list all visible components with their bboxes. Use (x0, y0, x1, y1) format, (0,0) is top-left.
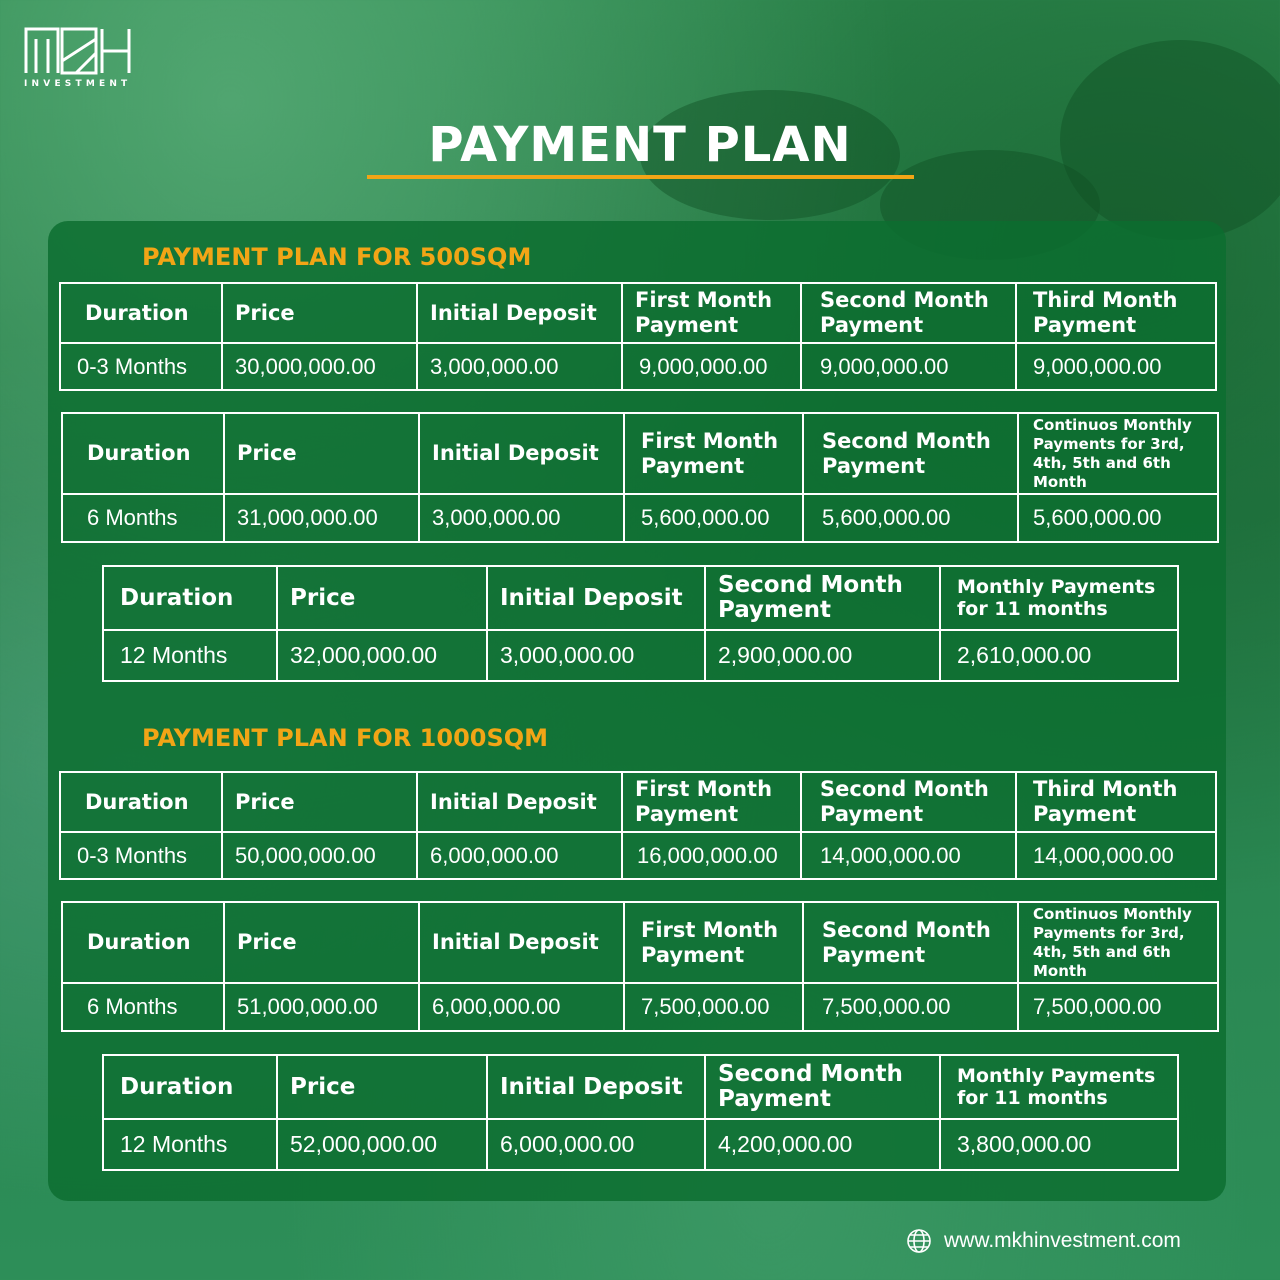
plan-table-1000-0-3-months (59, 771, 1217, 880)
header-cell: Price (224, 902, 419, 983)
logo-mark (24, 27, 134, 75)
table-cell: 50,000,000.00 (222, 832, 417, 879)
table-cell: 9,000,000.00 (1016, 343, 1216, 390)
section-title-1000sqm: PAYMENT PLAN FOR 1000SQM (142, 724, 549, 752)
table-cell: 32,000,000.00 (277, 630, 487, 681)
table-cell: 3,000,000.00 (417, 343, 622, 390)
logo-mark-icon (24, 27, 132, 75)
table-cell: 7,500,000.00 (624, 983, 803, 1031)
table-cell: 2,610,000.00 (940, 630, 1178, 681)
header-cell: First Month Payment (624, 413, 803, 494)
header-cell: Continuos Monthly Payments for 3rd, 4th, 5th and 6th Month (1018, 413, 1218, 494)
header-cell: Initial Deposit (419, 902, 624, 983)
table-cell: 3,000,000.00 (419, 494, 624, 542)
plan-table-500-12-months (102, 565, 1179, 682)
header-cell: Duration (60, 772, 222, 832)
header-cell: First Month Payment (622, 772, 801, 832)
table-cell: 4,200,000.00 (705, 1119, 940, 1170)
table-cell: 6,000,000.00 (487, 1119, 705, 1170)
header-cell: Third Month Payment (1016, 283, 1216, 343)
table-cell: 7,500,000.00 (1018, 983, 1218, 1031)
table-cell: 31,000,000.00 (224, 494, 419, 542)
table-cell: 6,000,000.00 (417, 832, 622, 879)
table-cell: 12 Months (103, 1119, 277, 1170)
header-cell: Initial Deposit (417, 283, 622, 343)
header-cell: Price (222, 772, 417, 832)
table-cell: 14,000,000.00 (801, 832, 1016, 879)
page-title: PAYMENT PLAN (428, 117, 852, 173)
table-cell: 12 Months (103, 630, 277, 681)
header-cell: Monthly Payments for 11 months (940, 566, 1178, 630)
header-cell: Duration (62, 902, 224, 983)
table-cell: 7,500,000.00 (803, 983, 1018, 1031)
table-cell: 3,800,000.00 (940, 1119, 1178, 1170)
table-cell: 6 Months (62, 494, 224, 542)
header-cell: Price (222, 283, 417, 343)
table-cell: 9,000,000.00 (622, 343, 801, 390)
table-cell: 9,000,000.00 (801, 343, 1016, 390)
header-cell: Continuos Monthly Payments for 3rd, 4th, 5th and 6th Month (1018, 902, 1218, 983)
header-cell: First Month Payment (622, 283, 801, 343)
header-cell: Second Month Payment (801, 772, 1016, 832)
brand-logo (24, 27, 134, 89)
plan-table-1000-6-months (61, 901, 1219, 1032)
section-title-500sqm: PAYMENT PLAN FOR 500SQM (142, 243, 532, 271)
header-cell: Initial Deposit (417, 772, 622, 832)
header-cell: Price (224, 413, 419, 494)
title-underline (367, 175, 914, 179)
table-cell: 14,000,000.00 (1016, 832, 1216, 879)
header-cell: Third Month Payment (1016, 772, 1216, 832)
table-cell: 3,000,000.00 (487, 630, 705, 681)
table-cell: 6,000,000.00 (419, 983, 624, 1031)
table-cell: 6 Months (62, 983, 224, 1031)
header-cell: Second Month Payment (705, 1055, 940, 1119)
header-cell: Second Month Payment (801, 283, 1016, 343)
table-cell: 0-3 Months (60, 343, 222, 390)
table-cell: 51,000,000.00 (224, 983, 419, 1031)
table-cell: 52,000,000.00 (277, 1119, 487, 1170)
header-cell: Second Month Payment (705, 566, 940, 630)
header-cell: Initial Deposit (487, 1055, 705, 1119)
header-cell: Initial Deposit (419, 413, 624, 494)
plan-table-500-6-months (61, 412, 1219, 543)
plan-table-500-0-3-months (59, 282, 1217, 391)
header-cell: Duration (103, 1055, 277, 1119)
header-cell: First Month Payment (624, 902, 803, 983)
globe-icon (906, 1228, 932, 1254)
header-cell: Second Month Payment (803, 413, 1018, 494)
website-link[interactable] (906, 1228, 1181, 1254)
table-cell: 30,000,000.00 (222, 343, 417, 390)
header-cell: Duration (60, 283, 222, 343)
header-cell: Duration (103, 566, 277, 630)
header-cell: Initial Deposit (487, 566, 705, 630)
header-cell: Second Month Payment (803, 902, 1018, 983)
table-cell: 0-3 Months (60, 832, 222, 879)
website-url[interactable]: www.mkhinvestment.com (944, 1229, 1181, 1252)
header-cell: Price (277, 1055, 487, 1119)
plan-table-1000-12-months (102, 1054, 1179, 1171)
table-cell: 5,600,000.00 (624, 494, 803, 542)
header-cell: Monthly Payments for 11 months (940, 1055, 1178, 1119)
table-cell: 5,600,000.00 (803, 494, 1018, 542)
table-cell: 16,000,000.00 (622, 832, 801, 879)
table-cell: 5,600,000.00 (1018, 494, 1218, 542)
table-cell: 2,900,000.00 (705, 630, 940, 681)
header-cell: Duration (62, 413, 224, 494)
logo-subtitle: INVESTMENT (24, 79, 132, 89)
header-cell: Price (277, 566, 487, 630)
